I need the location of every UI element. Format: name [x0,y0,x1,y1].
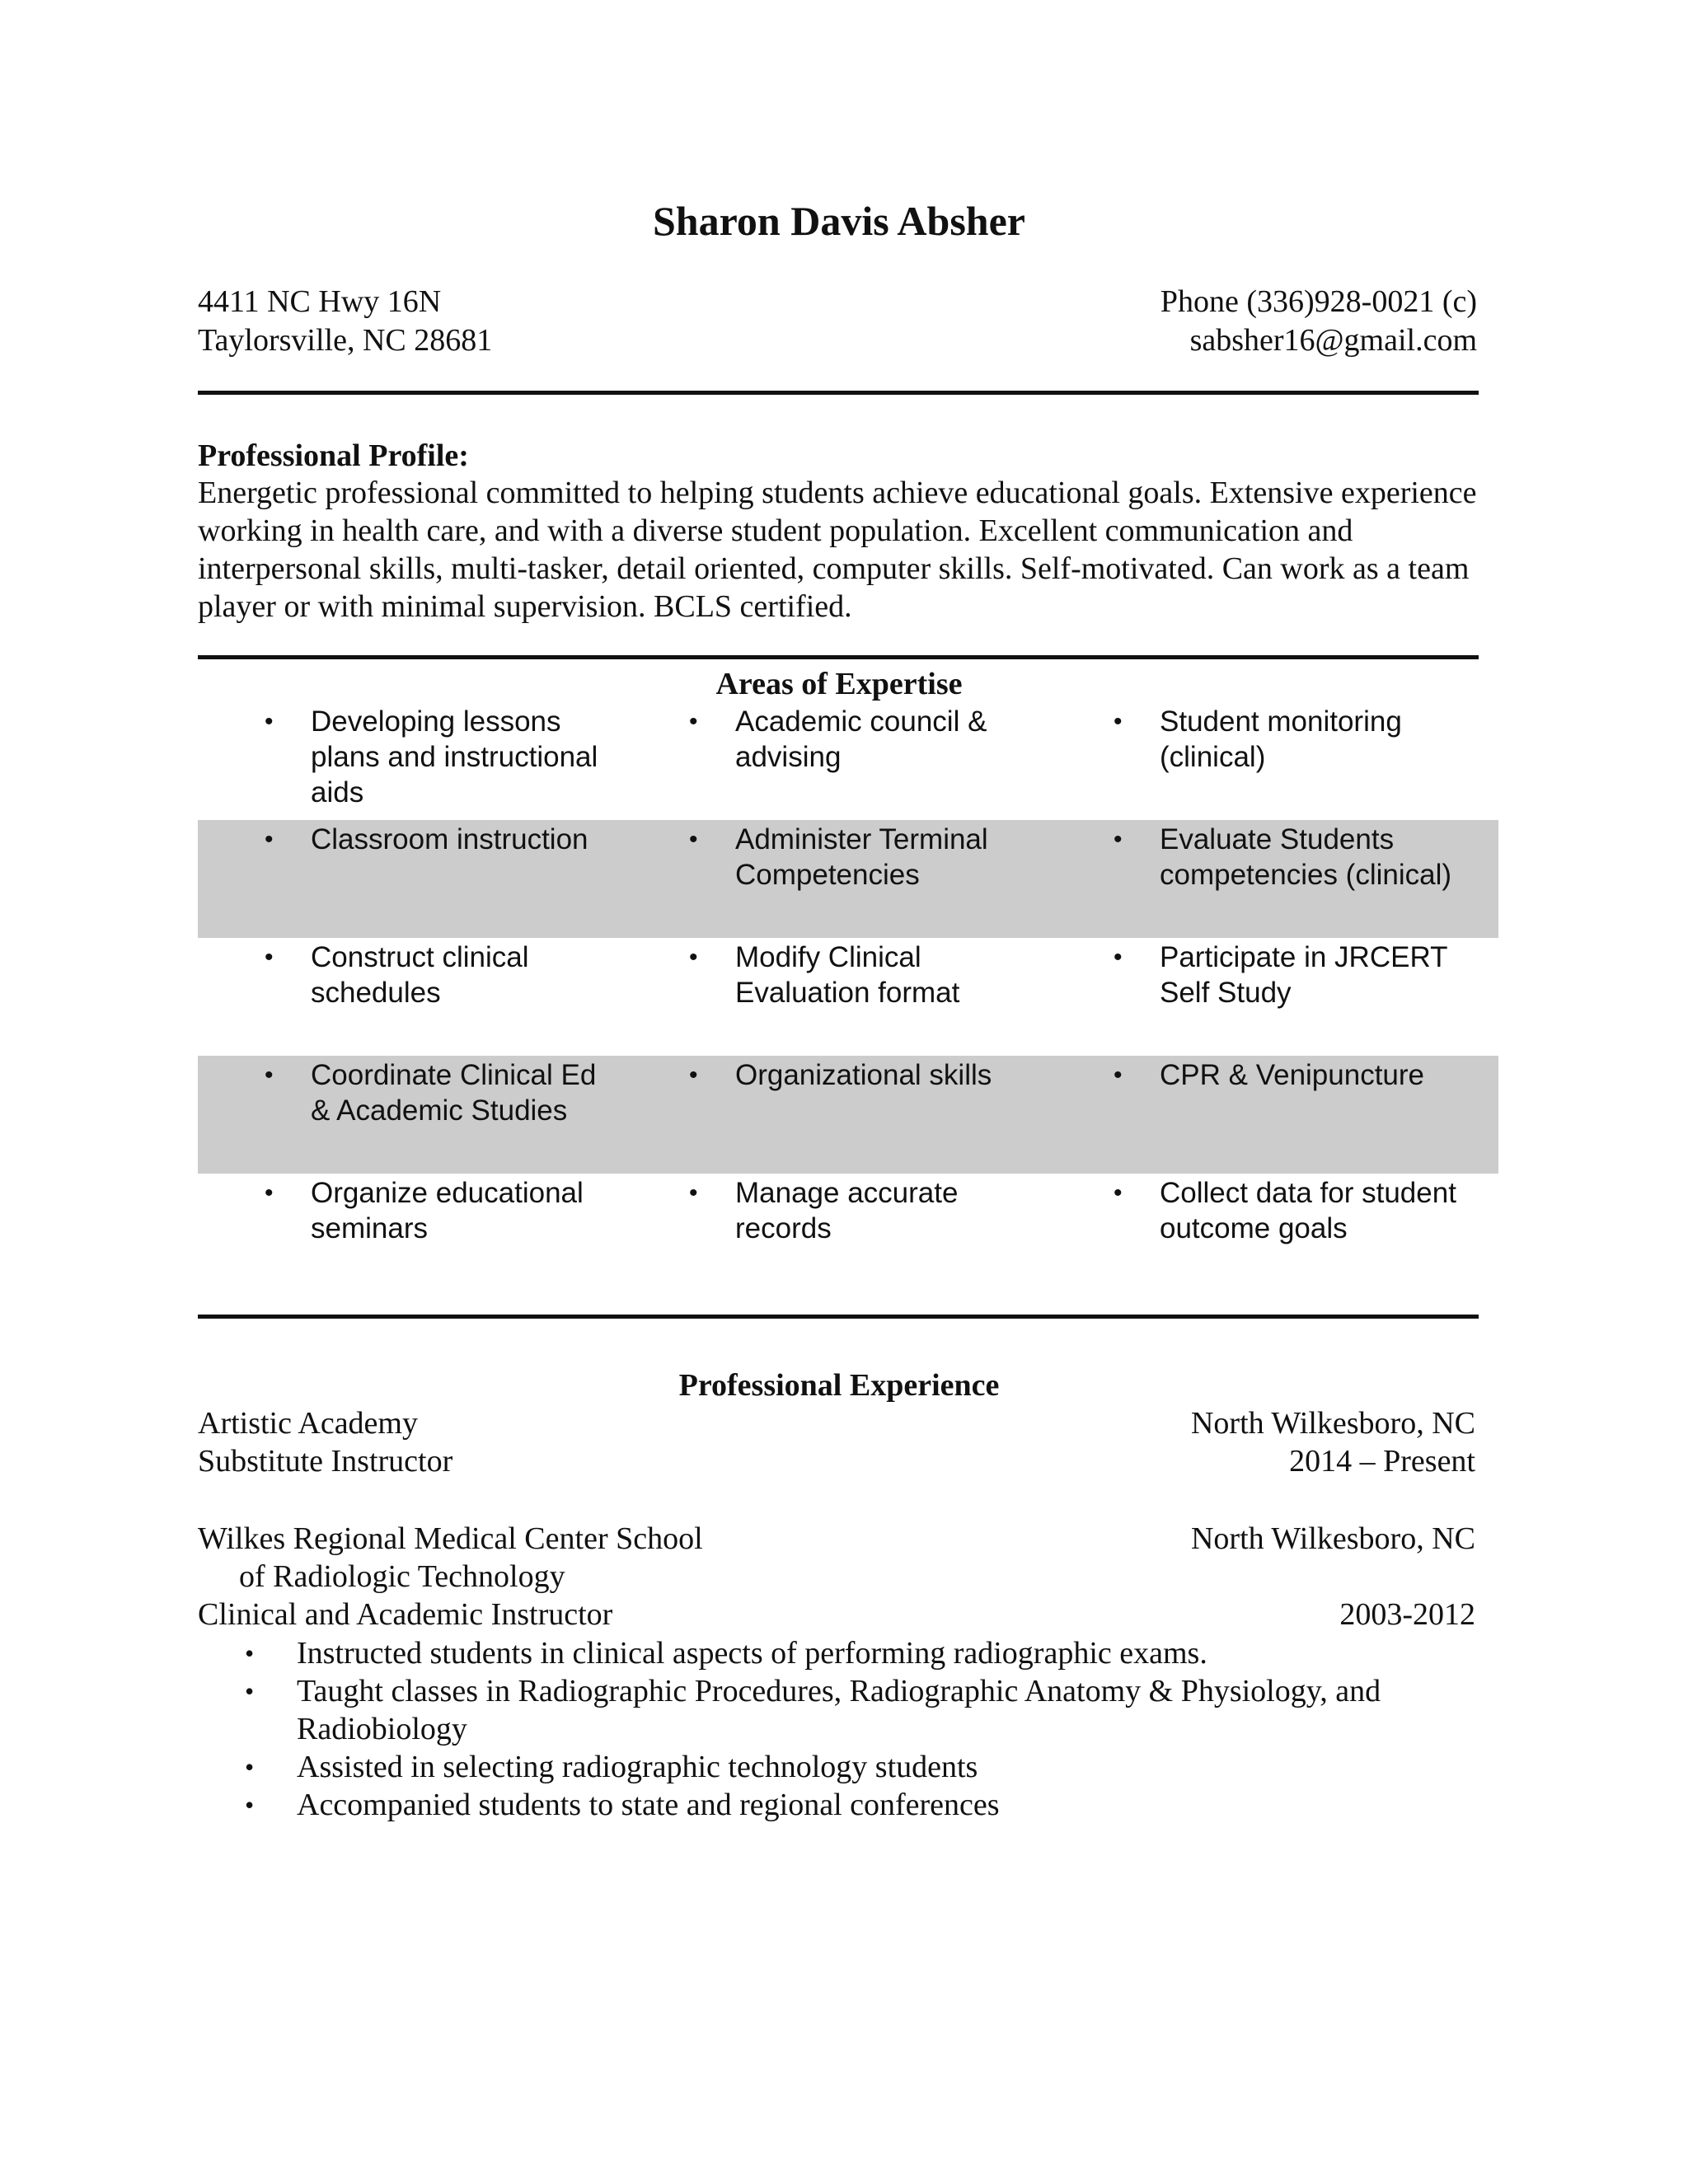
expertise-item [689,820,1032,893]
bullet-icon: • [1114,826,1123,853]
expertise-item-text: Collect data for student outcome goals [1160,1177,1456,1244]
job-title: Clinical and Academic Instructor [198,1597,613,1632]
job-header-line [198,1520,1480,1558]
bullet-icon: • [689,826,698,853]
expertise-item-text: Developing lessons plans and instructional aids [311,705,598,808]
expertise-item-text: Student monitoring (clinical) [1160,705,1402,773]
profile-text: Energetic professional committed to helping students achieve educational goals. Extensive experience working in health care, and with a diverse student population. Excellent communication and interpersonal skills, multi-tasker, detail oriented, computer skills. Self-motivated. Can work as a team player or with minimal supervision. BCLS certified. [198,476,1477,624]
divider-rule [198,655,1479,659]
job-employer: Artistic Academy [198,1406,418,1441]
expertise-item [265,1174,607,1246]
job-duties-list [198,1634,1484,1824]
bullet-icon: • [1114,1062,1123,1089]
bullet-icon: • [689,708,698,735]
expertise-item [1114,702,1481,775]
bullet-icon: • [245,1638,255,1668]
divider-rule [198,1315,1479,1319]
experience-heading: Professional Experience [678,1368,1000,1403]
address-line-2: Taylorsville, NC 28681 [198,323,493,358]
address-line-1: 4411 NC Hwy 16N [198,284,442,319]
expertise-item-text: Coordinate Clinical Ed & Academic Studies [311,1059,597,1127]
job-entry [198,1520,1480,1633]
job-location: North Wilkesboro, NC [1190,1406,1475,1441]
job-duty-text: Instructed students in clinical aspects of performing radiographic exams. [297,1636,1207,1671]
job-location: North Wilkesboro, NC [1190,1521,1475,1556]
bullet-icon: • [265,1062,274,1089]
expertise-item [265,938,607,1010]
expertise-item [265,1056,607,1128]
job-employer-continued: of Radiologic Technology [239,1559,565,1594]
job-duty-text: Taught classes in Radiographic Procedures, Radiographic Anatomy & Physiology, and Radiobiology [297,1674,1381,1746]
expertise-row [198,1056,1498,1174]
job-duty-text: Assisted in selecting radiographic technology students [297,1750,978,1784]
resume-name: Sharon Davis Absher [653,198,1025,244]
expertise-item-text: Manage accurate records [735,1177,959,1244]
job-entry [198,1404,1480,1480]
expertise-item [689,1174,1032,1246]
expertise-item-text: Administer Terminal Competencies [735,823,988,891]
job-duty [198,1748,1418,1786]
expertise-item [1114,938,1481,1010]
bullet-icon: • [1114,944,1123,971]
expertise-item-text: Organizational skills [735,1059,992,1091]
expertise-heading: Areas of Expertise [715,667,963,701]
expertise-item-text: Participate in JRCERT Self Study [1160,941,1447,1009]
expertise-item [689,702,1032,775]
job-header-line [198,1404,1480,1442]
expertise-row [198,820,1498,938]
phone-number: Phone (336)928-0021 (c) [1160,284,1477,319]
job-employer: Wilkes Regional Medical Center School [198,1521,703,1556]
expertise-item [1114,820,1481,893]
profile-heading: Professional Profile: [198,438,469,473]
bullet-icon: • [689,1179,698,1207]
expertise-item-text: Academic council & advising [735,705,987,773]
expertise-item [1114,1174,1481,1246]
expertise-row [198,938,1498,1056]
bullet-icon: • [245,1676,255,1706]
expertise-row [198,1174,1498,1291]
job-dates: 2014 – Present [1289,1444,1475,1479]
bullet-icon: • [265,826,274,853]
job-duty [198,1672,1418,1748]
bullet-icon: • [265,708,274,735]
bullet-icon: • [245,1752,255,1782]
expertise-item [689,1056,1032,1093]
job-title-line [198,1442,1480,1480]
bullet-icon: • [1114,1179,1123,1207]
bullet-icon: • [689,944,698,971]
job-title: Substitute Instructor [198,1444,453,1479]
expertise-item-text: Modify Clinical Evaluation format [735,941,960,1009]
job-duty-text: Accompanied students to state and regional conferences [297,1788,1000,1822]
job-dates: 2003-2012 [1339,1597,1475,1632]
job-duty [198,1634,1418,1672]
expertise-item [1114,1056,1481,1093]
bullet-icon: • [265,1179,274,1207]
expertise-item [265,820,607,857]
expertise-item-text: Construct clinical schedules [311,941,529,1009]
expertise-item-text: Classroom instruction [311,823,588,855]
divider-rule [198,391,1479,395]
bullet-icon: • [689,1062,698,1089]
bullet-icon: • [245,1790,255,1820]
expertise-row [198,702,1498,820]
bullet-icon: • [1114,708,1123,735]
expertise-item-text: Evaluate Students competencies (clinical) [1160,823,1452,891]
expertise-table [198,702,1498,1291]
expertise-item-text: CPR & Venipuncture [1160,1059,1425,1091]
job-title-line [198,1596,1480,1633]
email-address: sabsher16@gmail.com [1189,323,1477,358]
address-block [198,283,492,360]
expertise-item-text: Organize educational seminars [311,1177,584,1244]
contact-block [1160,283,1477,360]
expertise-item [689,938,1032,1010]
job-duty [198,1786,1418,1824]
bullet-icon: • [265,944,274,971]
expertise-item [265,702,607,810]
